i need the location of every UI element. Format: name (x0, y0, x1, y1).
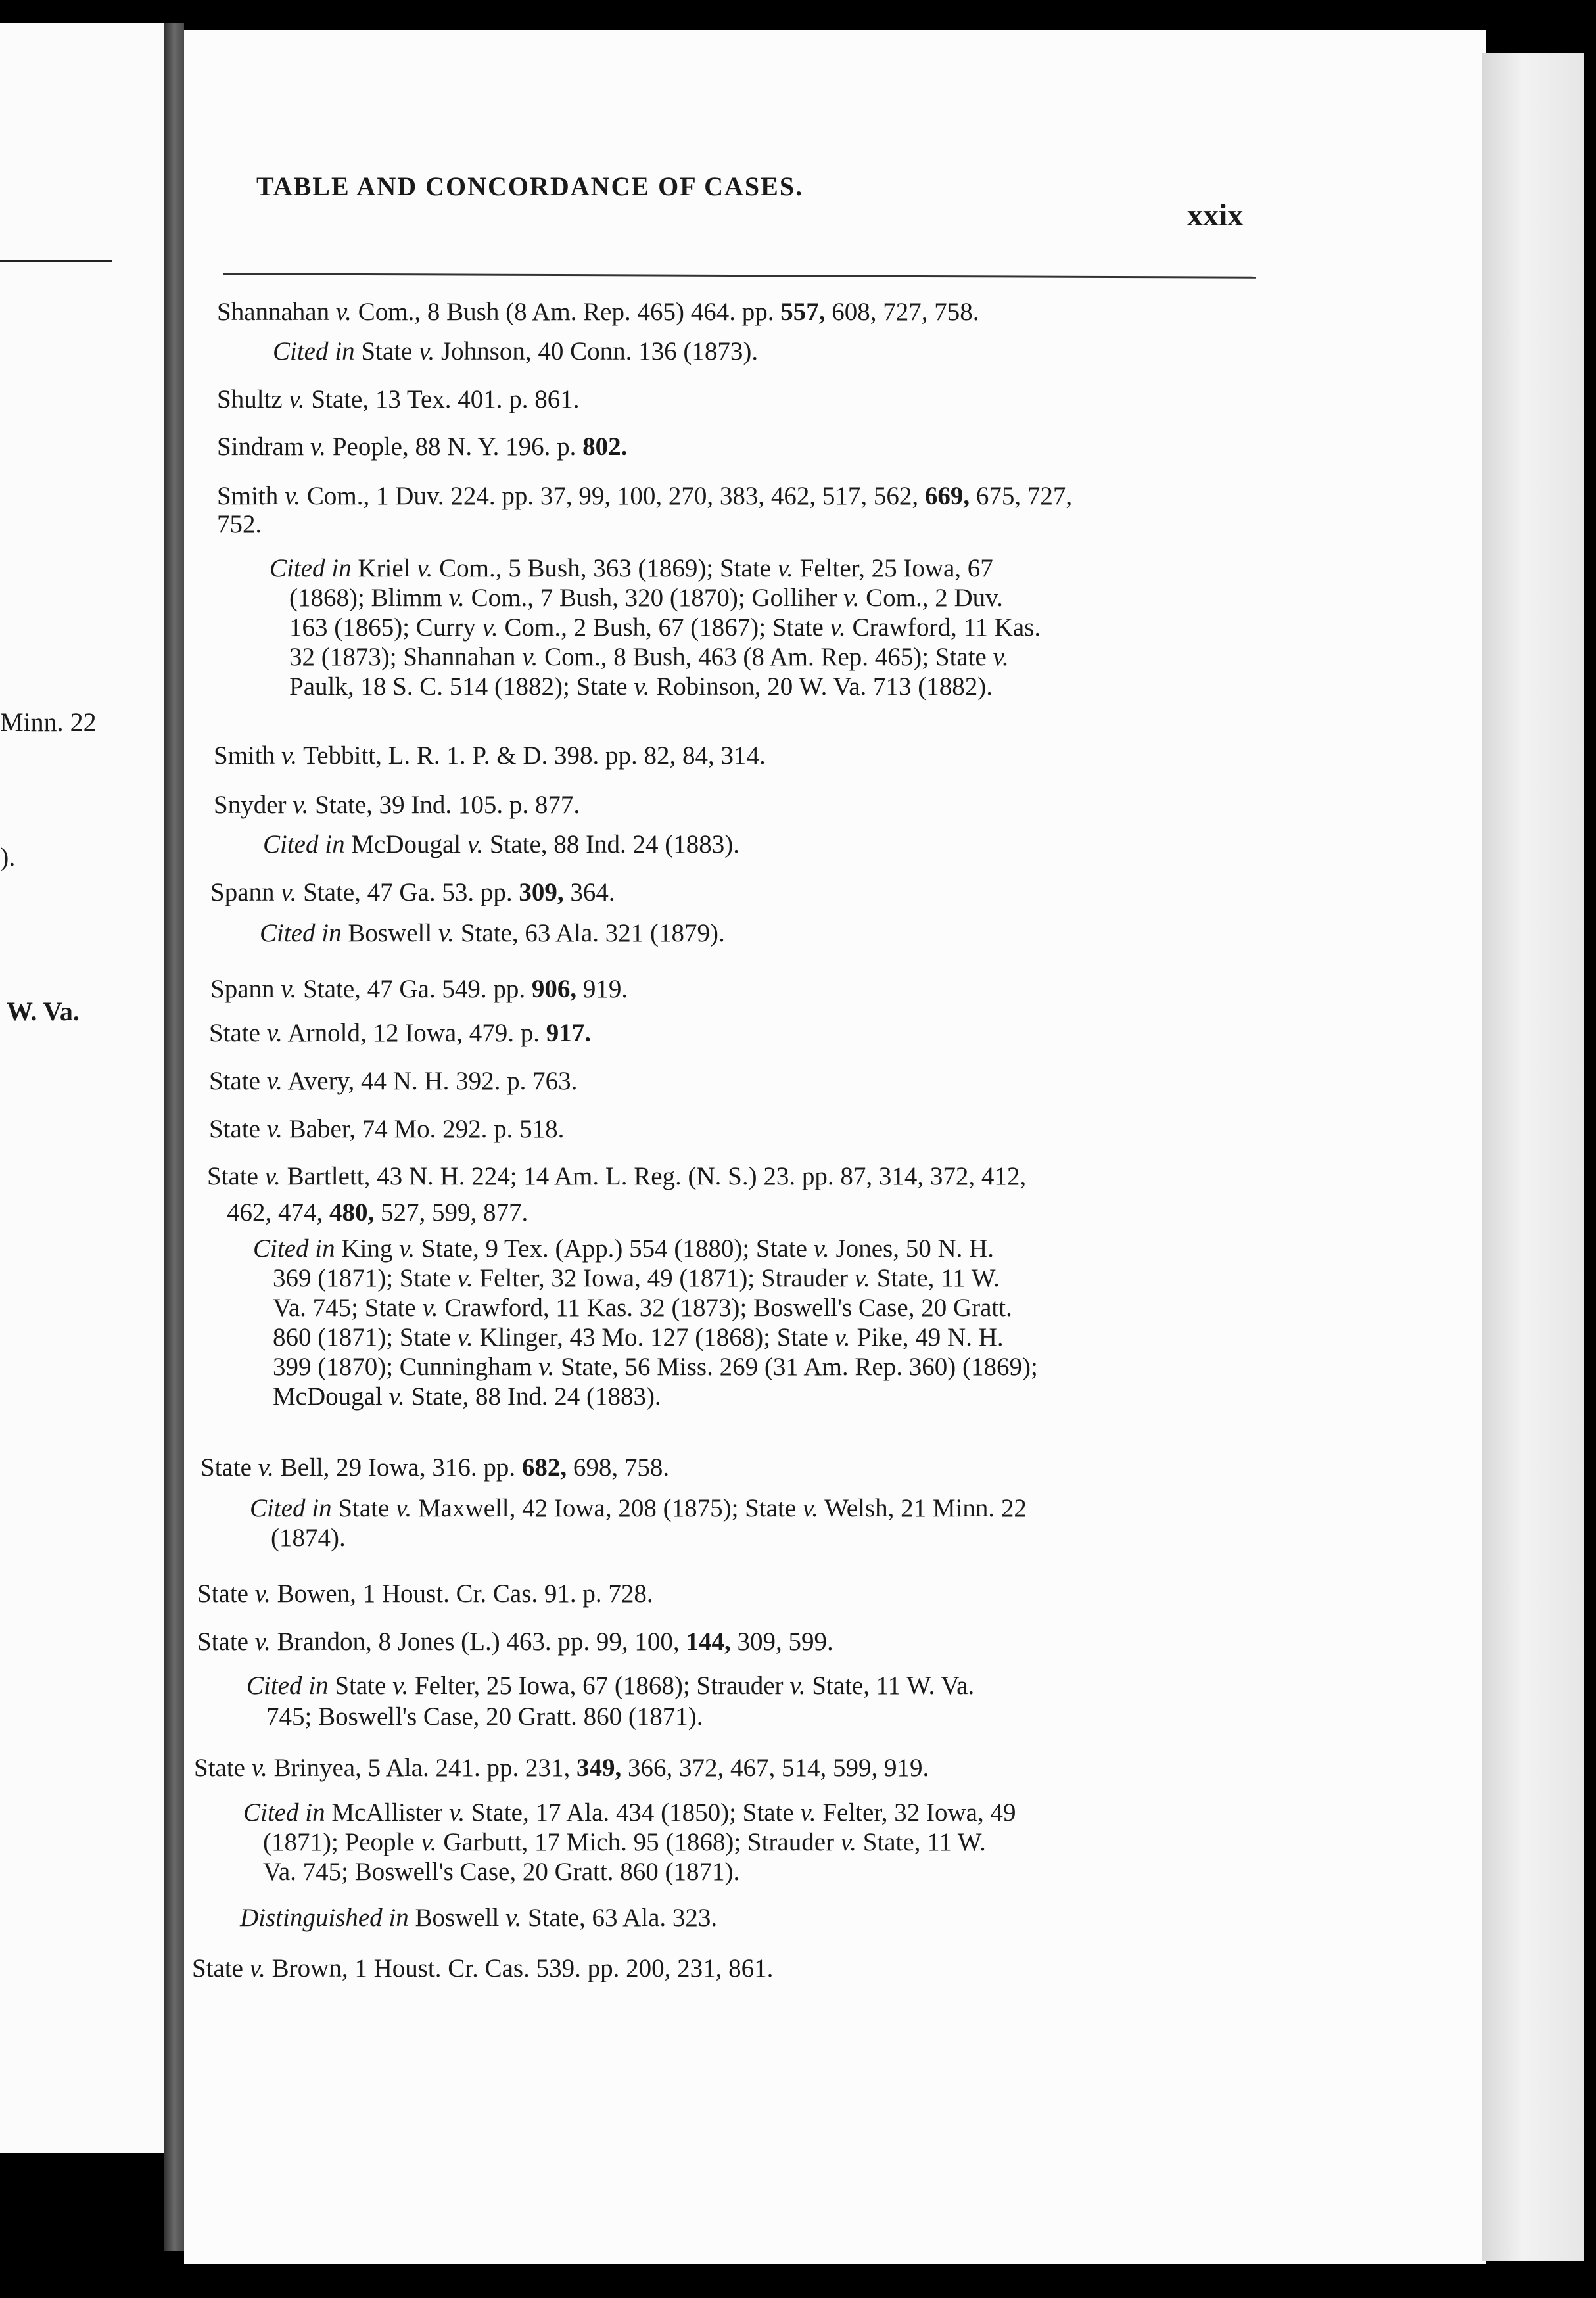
text-run: Snyder (214, 791, 293, 819)
italic-text: v. (538, 1353, 555, 1381)
facing-page-fragment: Minn. 22 (0, 707, 97, 737)
case-entry-line (217, 299, 979, 325)
text-run: 527, 599, 877. (374, 1198, 528, 1227)
facing-page-fragment: W. Va. (7, 997, 80, 1026)
citation-line (246, 1673, 974, 1699)
citation-line (289, 674, 993, 699)
text-run: 462, 474, (227, 1198, 329, 1227)
text-run: State (194, 1754, 252, 1782)
text-run: Va. 745; State (273, 1294, 423, 1322)
citation-line (253, 1236, 994, 1261)
text-run: State, 11 W. (856, 1828, 986, 1856)
case-entry-line (197, 1629, 833, 1654)
text-run: 369 (1871); State (273, 1264, 458, 1292)
text-run: Garbutt, 17 Mich. 95 (1868); Strauder (436, 1828, 841, 1856)
italic-text: v. (777, 554, 793, 582)
text-run: 32 (1873); Shannahan (289, 643, 523, 671)
text-run: State, 56 Miss. 269 (31 Am. Rep. 360) (1869); (554, 1353, 1038, 1381)
italic-text: v. (266, 1067, 283, 1095)
text-run: (1874). (271, 1524, 346, 1552)
case-entry-line (207, 1163, 1026, 1189)
text-run: Felter, 32 Iowa, 49 (816, 1798, 1016, 1827)
italic-text: v. (254, 1628, 271, 1656)
italic-text: Cited in (273, 337, 355, 365)
text-run: 309, 599. (730, 1628, 833, 1656)
italic-text: v. (522, 643, 538, 671)
italic-text: v. (266, 1115, 283, 1143)
text-run: State (209, 1067, 267, 1095)
italic-text: v. (388, 1382, 405, 1411)
text-run: Smith (217, 482, 285, 510)
citation-line (273, 1265, 1000, 1291)
citation-line (240, 1905, 717, 1931)
italic-text: v. (830, 613, 846, 642)
text-run: Avery, 44 N. H. 392. p. 763. (282, 1067, 578, 1095)
text-run: 399 (1870); Cunningham (273, 1353, 539, 1381)
text-run: King (335, 1234, 400, 1263)
case-entry-line (209, 1020, 591, 1046)
italic-text: v. (840, 1828, 857, 1856)
page-edge (1482, 53, 1584, 2261)
text-run: Bartlett, 43 N. H. 224; 14 Am. L. Reg. (N. S.) 23. pp. 87, 314, 372, 412, (280, 1162, 1027, 1190)
case-entry-line (214, 743, 766, 768)
italic-text: v. (399, 1234, 415, 1263)
italic-text: v. (834, 1323, 851, 1351)
text-run: Brown, 1 Houst. Cr. Cas. 539. pp. 200, 231, 861. (265, 1954, 774, 1982)
text-run: Brandon, 8 Jones (L.) 463. pp. 99, 100, (270, 1628, 686, 1656)
citation-line (273, 1384, 661, 1409)
text-run: Com., 7 Bush, 320 (1870); Golliher (464, 584, 844, 612)
citation-line (250, 1495, 1027, 1521)
case-entry-line (214, 792, 580, 818)
text-run: 745; Boswell's Case, 20 Gratt. 860 (1871). (266, 1702, 703, 1731)
italic-text: v. (392, 1672, 409, 1700)
text-run: McDougal (344, 830, 467, 858)
italic-text: Cited in (263, 830, 345, 858)
italic-text: Cited in (243, 1798, 325, 1827)
text-run: State, 63 Ala. 323. (521, 1904, 718, 1932)
text-run: Pike, 49 N. H. (850, 1323, 1004, 1351)
text-run: Com., 8 Bush, 463 (8 Am. Rep. 465); State (538, 643, 993, 671)
italic-text: v. (289, 385, 305, 413)
italic-text: v. (310, 433, 327, 461)
text-run: Baber, 74 Mo. 292. p. 518. (282, 1115, 565, 1143)
citation-line (263, 832, 739, 857)
text-run: State (197, 1580, 255, 1608)
bold-page-ref: 480, (329, 1198, 375, 1227)
text-run: State, 88 Ind. 24 (1883). (483, 830, 740, 858)
text-run: State, 63 Ala. 321 (1879). (454, 919, 725, 947)
italic-text: v. (264, 1162, 281, 1190)
citation-line (289, 585, 1003, 611)
text-run: People, 88 N. Y. 196. p. (326, 433, 583, 461)
italic-text: v. (993, 643, 1009, 671)
case-entry-line (192, 1956, 773, 1981)
text-run: Felter, 32 Iowa, 49 (1871); Strauder (473, 1264, 855, 1292)
citation-line (243, 1800, 1016, 1825)
italic-text: v. (449, 1798, 465, 1827)
text-run: McAllister (325, 1798, 450, 1827)
italic-text: v. (417, 554, 433, 582)
text-run: (1868); Blimm (289, 584, 449, 612)
text-run: Maxwell, 42 Iowa, 208 (1875); State (411, 1494, 803, 1522)
bold-page-ref: 802. (582, 433, 628, 461)
text-run: 163 (1865); Curry (289, 613, 482, 642)
text-run: Shultz (217, 385, 289, 413)
citation-line (289, 615, 1041, 640)
case-entry-line (210, 976, 628, 1002)
bold-page-ref: 144, (686, 1628, 731, 1656)
italic-text: v. (266, 1019, 283, 1047)
italic-text: v. (854, 1264, 870, 1292)
citation-line (289, 644, 1009, 670)
text-run: Crawford, 11 Kas. 32 (1873); Boswell's Case, 20 Gratt. (438, 1294, 1012, 1322)
text-run: State (192, 1954, 250, 1982)
text-run: 860 (1871); State (273, 1323, 458, 1351)
text-run: Bowen, 1 Houst. Cr. Cas. 91. p. 728. (270, 1580, 653, 1608)
case-entry-line (217, 511, 262, 537)
text-run: 752. (217, 510, 262, 538)
italic-text: v. (281, 975, 297, 1003)
text-run: Smith (214, 741, 281, 770)
text-run: Spann (210, 975, 281, 1003)
bold-page-ref: 917. (546, 1019, 591, 1047)
italic-text: v. (281, 878, 297, 906)
citation-line (263, 1829, 986, 1855)
text-run: Paulk, 18 S. C. 514 (1882); State (289, 672, 634, 701)
text-run: State (328, 1672, 393, 1700)
case-entry-line (217, 434, 627, 459)
case-entry-line (227, 1200, 528, 1225)
italic-text: Cited in (270, 554, 352, 582)
italic-text: v. (284, 482, 301, 510)
italic-text: v. (396, 1494, 412, 1522)
italic-text: v. (505, 1904, 522, 1932)
citation-line (273, 339, 758, 364)
text-run: Bell, 29 Iowa, 316. pp. (273, 1453, 522, 1482)
text-run: Com., 8 Bush (8 Am. Rep. 465) 464. pp. (352, 298, 781, 326)
text-run: State, 11 W. Va. (805, 1672, 975, 1700)
text-run: State, 39 Ind. 105. p. 877. (308, 791, 580, 819)
text-run: State, 11 W. (870, 1264, 1000, 1292)
italic-text: v. (251, 1754, 268, 1782)
facing-page-fragment: ). (0, 842, 16, 872)
citation-line (270, 555, 993, 581)
case-entry-line (200, 1455, 669, 1480)
text-run: Sindram (217, 433, 310, 461)
case-entry-line (209, 1116, 564, 1142)
text-run: Klinger, 43 Mo. 127 (1868); State (473, 1323, 835, 1351)
italic-text: Cited in (246, 1672, 329, 1700)
citation-line (260, 920, 725, 946)
text-run: State (331, 1494, 396, 1522)
italic-text: v. (281, 741, 298, 770)
text-run: 675, 727, (970, 482, 1073, 510)
italic-text: v. (421, 1828, 437, 1856)
text-run: State, 17 Ala. 434 (1850); State (465, 1798, 801, 1827)
text-run: Boswell (408, 1904, 506, 1932)
citation-line (266, 1704, 703, 1729)
italic-text: v. (802, 1494, 819, 1522)
text-run: Felter, 25 Iowa, 67 (793, 554, 993, 582)
text-run: Va. 745; Boswell's Case, 20 Gratt. 860 (1871). (263, 1858, 740, 1886)
text-run: State, 47 Ga. 53. pp. (296, 878, 519, 906)
case-entry-line (194, 1755, 929, 1781)
italic-text: v. (293, 791, 309, 819)
citation-line (273, 1325, 1004, 1350)
text-run: State (197, 1628, 255, 1656)
bold-page-ref: 906, (531, 975, 577, 1003)
bold-page-ref: 349, (576, 1754, 622, 1782)
italic-text: v. (813, 1234, 830, 1263)
bold-page-ref: 669, (924, 482, 970, 510)
text-run: Spann (210, 878, 281, 906)
text-run: State, 13 Tex. 401. p. 861. (304, 385, 580, 413)
text-run: Felter, 25 Iowa, 67 (1868); Strauder (408, 1672, 790, 1700)
text-run: Tebbitt, L. R. 1. P. & D. 398. pp. 82, 84, 314. (297, 741, 766, 770)
text-run: 364. (563, 878, 615, 906)
italic-text: Cited in (253, 1234, 335, 1263)
text-run: Johnson, 40 Conn. 136 (1873). (434, 337, 759, 365)
citation-line (263, 1859, 739, 1885)
italic-text: v. (457, 1323, 473, 1351)
text-run: State (200, 1453, 258, 1482)
text-run: State, 88 Ind. 24 (1883). (404, 1382, 661, 1411)
book-gutter (164, 23, 184, 2251)
text-run: Shannahan (217, 298, 336, 326)
text-run: Com., 2 Duv. (859, 584, 1003, 612)
text-run: 366, 372, 467, 514, 599, 919. (621, 1754, 929, 1782)
text-run: Boswell (341, 919, 438, 947)
text-run: Welsh, 21 Minn. 22 (818, 1494, 1027, 1522)
text-run: (1871); People (263, 1828, 421, 1856)
facing-page (0, 23, 164, 2153)
italic-text: v. (438, 919, 455, 947)
text-run: Brinyea, 5 Ala. 241. pp. 231, (267, 1754, 577, 1782)
text-run: 608, 727, 758. (825, 298, 979, 326)
italic-text: v. (843, 584, 860, 612)
citation-line (273, 1354, 1038, 1380)
text-run: State (209, 1115, 267, 1143)
text-run: Crawford, 11 Kas. (845, 613, 1041, 642)
text-run: Arnold, 12 Iowa, 479. p. (282, 1019, 546, 1047)
running-head: TABLE AND CONCORDANCE OF CASES. (256, 172, 804, 201)
italic-text: v. (258, 1453, 274, 1482)
case-entry-line (197, 1581, 653, 1606)
facing-page-rule (0, 260, 112, 262)
italic-text: v. (457, 1264, 473, 1292)
text-run: Com., 1 Duv. 224. pp. 37, 99, 100, 270, 383, 462, 517, 562, (300, 482, 925, 510)
text-run: Kriel (351, 554, 417, 582)
text-run: State, 47 Ga. 549. pp. (296, 975, 532, 1003)
italic-text: v. (448, 584, 465, 612)
bold-page-ref: 682, (521, 1453, 567, 1482)
italic-text: v. (467, 830, 484, 858)
italic-text: v. (249, 1954, 266, 1982)
text-run: State (207, 1162, 265, 1190)
text-run: Com., 2 Bush, 67 (1867); State (498, 613, 830, 642)
text-run: State, 9 Tex. (App.) 554 (1880); State (415, 1234, 814, 1263)
case-entry-line (209, 1068, 577, 1094)
case-entry-line (217, 483, 1072, 509)
italic-text: Distinguished in (240, 1904, 409, 1932)
text-run: 919. (576, 975, 628, 1003)
text-run: 698, 758. (567, 1453, 670, 1482)
text-run: State (209, 1019, 267, 1047)
italic-text: v. (634, 672, 650, 701)
bold-page-ref: 557, (780, 298, 826, 326)
italic-text: v. (335, 298, 352, 326)
text-run: Com., 5 Bush, 363 (1869); State (433, 554, 778, 582)
case-entry-line (210, 879, 615, 905)
text-run: State (354, 337, 419, 365)
italic-text: v. (419, 337, 435, 365)
italic-text: v. (789, 1672, 806, 1700)
italic-text: v. (482, 613, 498, 642)
text-run: McDougal (273, 1382, 389, 1411)
italic-text: Cited in (250, 1494, 332, 1522)
page-number: xxix (1187, 198, 1244, 233)
italic-text: Cited in (260, 919, 342, 947)
text-run: Jones, 50 N. H. (829, 1234, 995, 1263)
case-entry-line (217, 387, 580, 412)
italic-text: v. (254, 1580, 271, 1608)
italic-text: v. (422, 1294, 438, 1322)
citation-line (271, 1525, 346, 1551)
bold-page-ref: 309, (519, 878, 564, 906)
citation-line (273, 1295, 1012, 1321)
italic-text: v. (800, 1798, 816, 1827)
text-run: Robinson, 20 W. Va. 713 (1882). (649, 672, 993, 701)
